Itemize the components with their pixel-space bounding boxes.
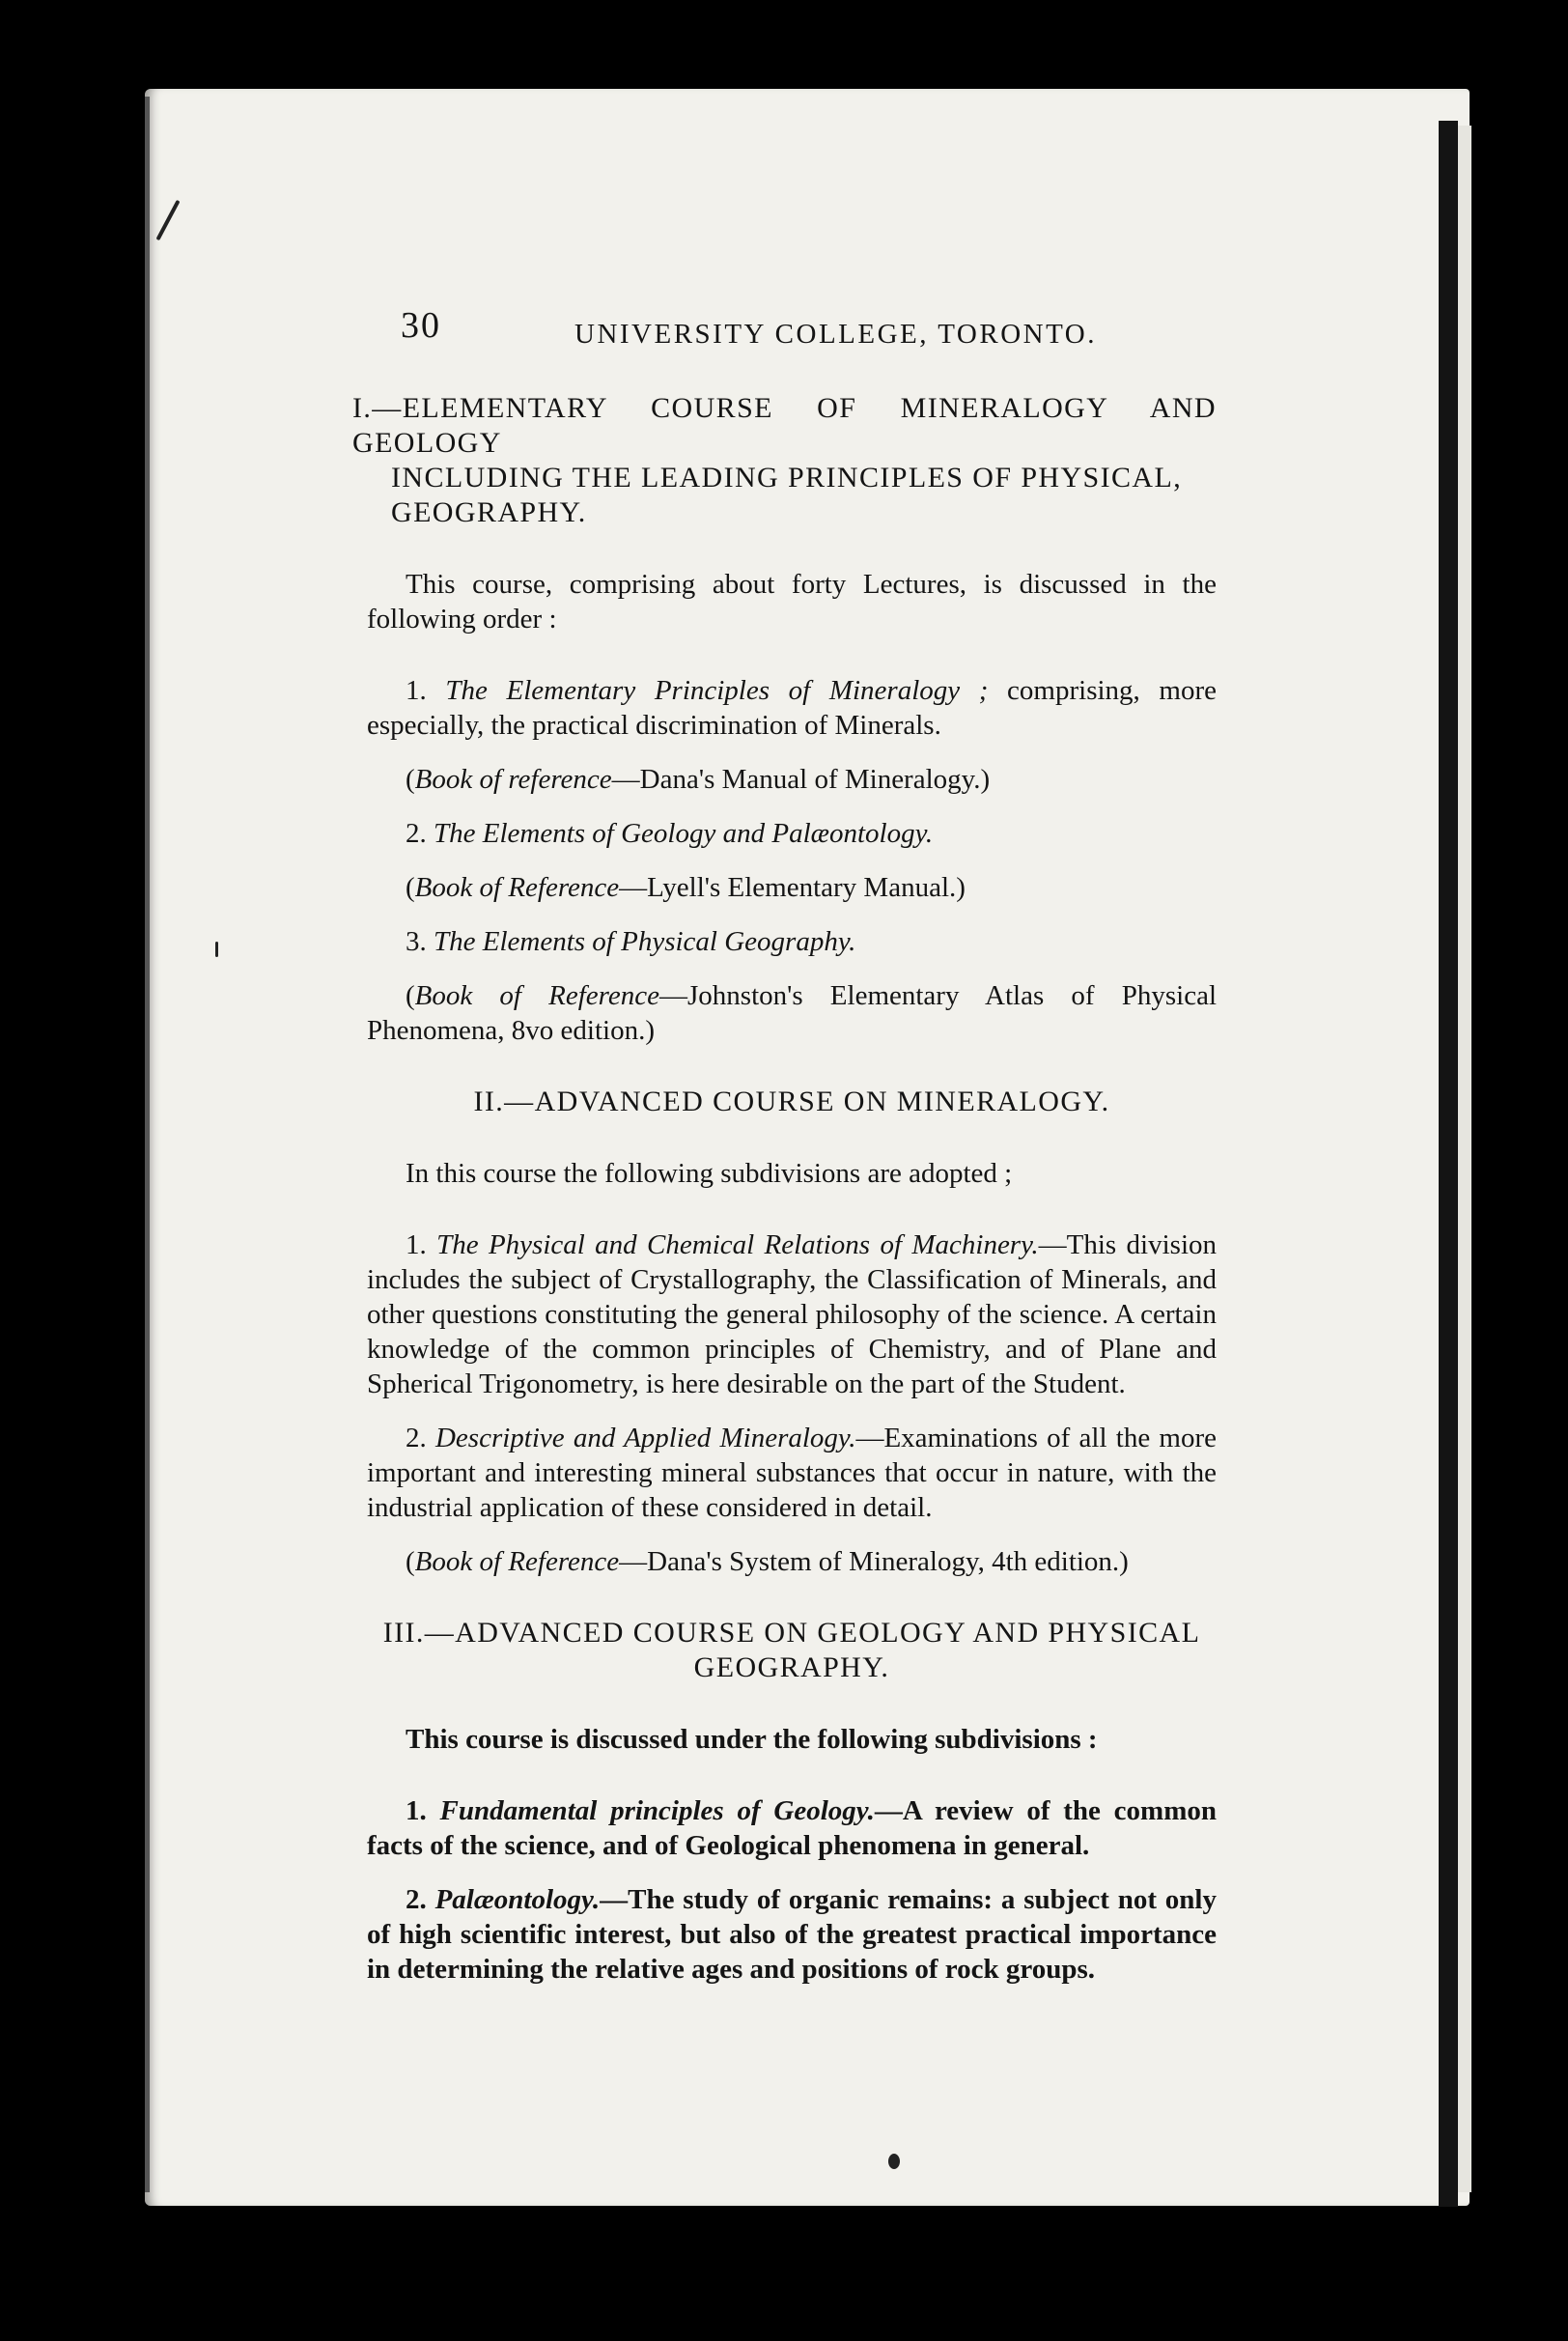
item-title: The Elements of Geology and Palæontology. xyxy=(434,818,934,849)
item-title: Descriptive and Applied Mineralogy. xyxy=(434,1423,856,1453)
item-text: —The study of organic remains: a subject not only of high scientific interest, but also of the greatest practical importance in determining the relative ages and positions of rock groups. xyxy=(367,1884,1217,1985)
item-text: —A review of the common facts of the science, and of Geological phenomena in general. xyxy=(367,1795,1217,1861)
item-number: 1. xyxy=(406,1229,427,1260)
section-3-intro: This course is discussed under the following subdivisions : xyxy=(406,1724,1098,1755)
item-title: The Elements of Physical Geography. xyxy=(434,926,856,957)
section-1-item-1 xyxy=(367,673,1217,743)
page-edge-shadow xyxy=(1439,121,1458,2207)
item-number: 1. xyxy=(406,1795,427,1826)
next-page-edge xyxy=(1458,126,1471,2192)
section-3-item-2 xyxy=(367,1882,1217,1987)
section-3-heading xyxy=(367,1616,1217,1685)
item-number: 3. xyxy=(406,926,427,957)
reference-text: —Dana's System of Mineralogy, 4th edition.) xyxy=(619,1546,1129,1577)
section-1-reference-3: (Book of Reference—Johnston's Elementary Atlas of Physical Phenomena, 8vo edition.) xyxy=(367,980,1218,1046)
section-2-item-2 xyxy=(367,1421,1217,1525)
item-title: The Elementary Principles of Mineralogy ; xyxy=(445,675,989,706)
running-title: UNIVERSITY COLLEGE, TORONTO. xyxy=(574,319,1097,350)
heading-line: III.—ADVANCED COURSE ON GEOLOGY AND PHYSICAL xyxy=(382,1617,1201,1649)
speck xyxy=(215,942,218,957)
heading-line: GEOGRAPHY. xyxy=(391,496,587,528)
heading-line: GEOGRAPHY. xyxy=(693,1651,890,1683)
page-spine xyxy=(145,97,150,2192)
page-number: 30 xyxy=(401,305,441,346)
section-2-item-1 xyxy=(367,1227,1217,1401)
section-2-intro: In this course the following subdivisions are adopted ; xyxy=(406,1158,1013,1189)
section-1-heading xyxy=(352,391,1217,530)
item-number: 2. xyxy=(406,818,427,849)
reference-label: Book of reference xyxy=(414,764,612,795)
item-title: Palæontology. xyxy=(434,1884,601,1915)
section-3-item-1 xyxy=(367,1793,1217,1863)
section-1-reference-1: (Book of reference—Dana's Manual of Mineralogy.) xyxy=(406,764,991,795)
heading-line: INCLUDING THE LEADING PRINCIPLES OF PHYSICAL, xyxy=(391,462,1183,494)
item-title: The Physical and Chemical Relations of Machinery. xyxy=(436,1229,1039,1260)
section-2-reference: (Book of Reference—Dana's System of Mineralogy, 4th edition.) xyxy=(406,1546,1129,1577)
reference-label: Book of Reference xyxy=(414,1546,620,1577)
section-1-item-3 xyxy=(367,924,1217,959)
reference-text: —Johnston's Elementary Atlas of Physical Phenomena, 8vo edition.) xyxy=(367,980,1218,1046)
item-title: Fundamental principles of Geology. xyxy=(439,1795,875,1826)
section-1-reference-2: (Book of Reference—Lyell's Elementary Manual.) xyxy=(406,872,966,903)
heading-line: I.—ELEMENTARY COURSE OF MINERALOGY AND GEOLOGY xyxy=(352,392,1217,459)
item-text: —Examinations of all the more important and interesting mineral substances that occur in nature, with the industrial application of these considered in detail. xyxy=(367,1423,1217,1523)
reference-text: —Lyell's Elementary Manual.) xyxy=(619,872,966,903)
section-1 xyxy=(352,391,1217,530)
item-number: 1. xyxy=(406,675,427,706)
item-text: comprising, more especially, the practical discrimination of Minerals. xyxy=(367,675,1218,741)
reference-label: Book of Reference xyxy=(414,872,620,903)
item-number: 2. xyxy=(406,1423,427,1453)
reference-text: —Dana's Manual of Mineralogy.) xyxy=(611,764,991,795)
speck xyxy=(888,2154,900,2169)
item-text: —This division includes the subject of Crystallography, the Classification of Minerals, and other questions constituting the general philosophy of the science. A certain knowledge of the common principles of Chemistry, and of Plane and Spherical Trigonometry, is here desirable on the part of the Student. xyxy=(367,1229,1217,1399)
item-number: 2. xyxy=(406,1884,427,1915)
section-1-item-2 xyxy=(367,816,1217,851)
reference-label: Book of Reference xyxy=(414,980,659,1011)
section-2-heading: II.—ADVANCED COURSE ON MINERALOGY. xyxy=(473,1086,1110,1117)
page-content xyxy=(352,290,1218,1987)
section-1-intro: This course, comprising about forty Lectures, is discussed in the following order : xyxy=(367,569,1217,635)
running-header xyxy=(367,290,1217,348)
